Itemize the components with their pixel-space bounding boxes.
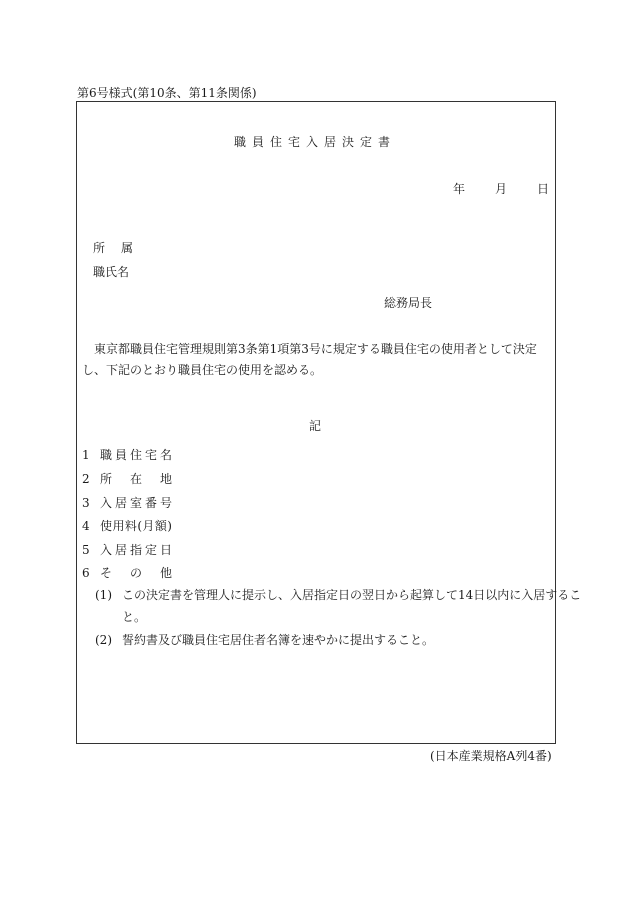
issuer: 総務局長 <box>384 296 433 310</box>
date-line <box>453 180 549 197</box>
item-label: 入居指定日 <box>100 543 172 557</box>
item-number: 3 <box>82 496 90 510</box>
item-number: 1 <box>82 448 90 462</box>
item-label: その他 <box>100 566 172 580</box>
item-row <box>82 446 172 463</box>
note-number: (2) <box>95 633 112 647</box>
item-row <box>82 564 172 581</box>
note-text: 誓約書及び職員住宅居住者名簿を速やかに提出すること。 <box>122 633 435 647</box>
item-label: 所在地 <box>100 472 172 486</box>
item-label: 使用料(月額) <box>100 519 172 533</box>
note-item <box>95 629 555 651</box>
body-text: 東京都職員住宅管理規則第3条第1項第3号に規定する職員住宅の使用者として決定し、下記のとおり職員住宅の使用を認める。 <box>82 342 537 377</box>
date-month: 月 <box>495 182 508 196</box>
date-day: 日 <box>537 182 550 196</box>
item-number: 5 <box>82 543 90 557</box>
item-number: 4 <box>82 519 90 533</box>
item-number: 2 <box>82 472 90 486</box>
item-label: 入居室番号 <box>100 496 172 510</box>
affiliation-label-2: 属 <box>121 241 134 255</box>
item-label: 職員住宅名 <box>100 448 172 462</box>
affiliation-label-1: 所 <box>93 241 106 255</box>
item-number: 6 <box>82 566 90 580</box>
item-row <box>82 541 172 558</box>
date-year: 年 <box>453 182 466 196</box>
note-item <box>95 584 582 628</box>
document-title: 職員住宅入居決定書 <box>233 135 396 149</box>
item-row <box>82 517 172 534</box>
paper-size-note: (日本産業規格A列4番) <box>430 749 552 763</box>
item-row <box>82 494 172 511</box>
item-row <box>82 470 172 487</box>
note-number: (1) <box>95 588 112 602</box>
note-text: この決定書を管理人に提示し、入居指定日の翌日から起算して14日以内に入居すること。 <box>122 588 582 624</box>
ki-heading: 記 <box>308 419 321 433</box>
recipient-name-label: 職氏名 <box>93 265 130 279</box>
recipient-affiliation <box>93 239 133 256</box>
form-number-label: 第6号様式(第10条、第11条関係) <box>77 86 257 100</box>
